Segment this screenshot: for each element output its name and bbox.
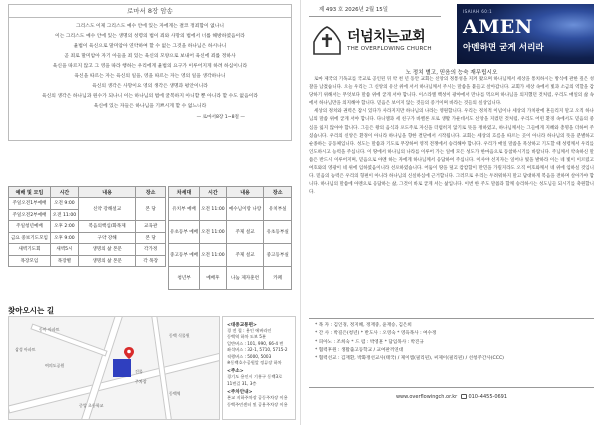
- verse-line: 육신의 생각은 사망이요 영의 생각은 생명과 평안이니라: [92, 84, 208, 89]
- church-logo-icon: [311, 24, 343, 56]
- sermon-paragraph: 로마 제국의 기독교를 국교로 공인된 뒤 약 천 년 동안 교회는 신앙의 정통성을 지켜 왔으며 하나님께서 세상을 통치하시는 방식에 관한 깊은 성찰을 남겼습니다. 오늘 우리는 그 신앙의 유산 위에 서서 하나님께서 주시는 말씀을 붙들고 살아갑니다. 교회가 세상 속에서 빛과 소금의 역할을 감당하기 위해서는 무엇보다 말씀 위에 굳게 서야 합니다. 이스라엘 백성이 광야에서 만나를 먹으며 하나님을 의지했던 것처럼, 우리도 매일의 삶 속에서 하나님만을 의지해야 합니다. 믿음은 보이지 않는 것들의 증거이며 바라는 것들의 실상입니다.: [309, 77, 594, 107]
- map-label: 동아 아파트: [39, 327, 60, 332]
- church-location-marker: [113, 359, 131, 377]
- parking-line: 동백주민센터 및 공용주차장 이용: [227, 401, 288, 407]
- next-generation-table: [168, 186, 292, 290]
- staff-line: * 피아노 : 조희숙 * 드 럼 : 박영훈 * 담임목사 : 박진규: [315, 339, 424, 345]
- table-row: [169, 267, 292, 290]
- table-cell: 주제 설교: [226, 221, 264, 244]
- sermon-title: 노 정치 별고, 믿음의 능숙 재무립시오: [405, 70, 498, 76]
- address-line: 경기도 용인시 기흥구 동백3로: [227, 374, 283, 380]
- table-cell: 목장별: [50, 255, 78, 267]
- theme-banner: [457, 4, 594, 64]
- phone-number: 010-4455-0691: [468, 394, 508, 400]
- staff-list: [309, 318, 594, 388]
- church-name: 더넘치는교회: [347, 29, 426, 45]
- verse-line: 육신의 생각은 하나님과 원수가 되나니 이는 하나님의 법에 굴복하지 아니할 뿐 아니라 할 수도 없음이라: [42, 94, 258, 99]
- table-cell: 중고등부실: [264, 244, 292, 267]
- table-cell: 오전 11:00: [50, 209, 78, 221]
- table-cell: 복음의핵심/화목제: [78, 221, 135, 233]
- map-label: 동백 식물원: [169, 333, 190, 338]
- phone-icon: [461, 394, 467, 399]
- transit-line: 일반버스 : 101, 990, 66-4 번: [227, 340, 284, 346]
- table-cell: 오후 2:00: [50, 221, 78, 233]
- table-cell: 주제 설교: [226, 244, 264, 267]
- banner-slogan: 아멘하면 굳게 서리라: [463, 43, 544, 53]
- verse-line: 육신을 따르지 않고 그 영을 따라 행하는 우리에게 율법의 요구가 이루어지게 하려 하심이니라: [52, 64, 248, 69]
- column-header: 내용: [78, 187, 135, 198]
- address-line: 11번길 31, 3층: [227, 380, 257, 386]
- location-map[interactable]: [8, 316, 220, 420]
- table-cell: 중고등부 예배: [169, 244, 200, 267]
- column-header: 내용: [226, 187, 264, 198]
- location-pin-icon: [124, 347, 134, 359]
- footer: [309, 394, 594, 400]
- verse-line: 육신에 있는 자들은 하나님을 기쁘시게 할 수 없느니라: [93, 104, 207, 109]
- table-cell: 각 목장: [136, 255, 166, 267]
- address-heading: <주소>: [227, 369, 244, 375]
- parking-heading: <주차안내>: [227, 390, 253, 396]
- staff-line: * 협력선교 : 김재환, 박화정선교사(태국) / 제이엠(필리핀), 씨제이(필리핀) / 선청주간사(CCC): [315, 356, 504, 362]
- verse-box: [8, 4, 292, 141]
- table-cell: 오전 9:00: [50, 198, 78, 210]
- table-cell: 각가정: [136, 244, 166, 256]
- staff-line: * 목 자 : 김인경, 정지혜, 정재중, 윤재승, 김은희: [315, 323, 412, 328]
- sermon-paragraph: 세상의 정치와 권력은 잠시 있다가 사라지지만 하나님의 나라는 영원합니다. 우리는 정치적 이념이나 세상의 가치관에 흔들리지 말고 오직 하나님의 말씀 위에 굳게 서야 합니다. 다니엘과 세 친구가 바벨론 포로 생활 가운데서도 신앙을 지켰던 것처럼, 우리도 어떤 환경 속에서도 믿음의 중심을 잃지 않아야 합니다. 그들은 왕의 음식과 포도주로 자신을 더럽히지 않기로 뜻을 정하였고, 하나님께서는 그들에게 지혜와 총명을 더하여 주셨습니다. 우리의 신앙은 환경이 아니라 하나님을 향한 결단에서 시작됩니다. 교회는 세상의 흐름을 따르는 곳이 아니라 하나님의 뜻을 분별하고 순종하는 공동체입니다. 성도는 말씀과 기도로 무장하여 영적 전쟁에서 승리해야 합니다. 우리가 매일 말씀을 묵상하고 기도할 때 성령께서 우리를 인도하시고 능력을 주십니다. 이 땅에서 하나님의 나라를 이루어 가는 일에 모든 성도가 한마음으로 동참하시기를 바랍니다. 주님께서 약속하신 말씀은 반드시 이루어지며, 믿음으로 아멘 하는 자에게 하나님께서 응답하여 주십니다. 이사야 선지자는 일어나 빛을 발하라 이는 네 빛이 이르렀고 여호와의 영광이 네 위에 임하였음이니라 선포하였습니다. 어둠이 땅을 덮고 캄캄함이 만민을 가릴지라도 오직 여호와께서 네 위에 임하실 것입니다. 믿음의 능력은 우리의 형편이 아니라 하나님의 신실하심에 근거합니다. 그러므로 우리는 두려워하지 말고 담대하게 복음을 전하며 살아가야 합니다. 하나님의 말씀에 아멘으로 응답하는 삶, 그것이 바로 굳게 서는 삶입니다. 이번 한 주도 말씀과 함께 승리하시는 성도님들 되시기를 축원합니다.: [309, 109, 594, 196]
- verse-line: 곧 죄로 말미암아 자기 아들을 죄 있는 육신의 모양으로 보내어 육신에 죄를 정하사: [64, 54, 236, 59]
- table-cell: 예배후: [200, 267, 227, 290]
- table-cell: 신약 강해설교: [78, 198, 135, 221]
- table-cell: 유치부 예배: [169, 198, 200, 221]
- table-cell: 오전 11:00: [200, 244, 227, 267]
- column-header: 시간: [200, 187, 227, 198]
- table-cell: 목장모임: [9, 255, 51, 267]
- map-label: 여의도공원: [45, 363, 65, 368]
- table-cell: 본 당: [136, 198, 166, 221]
- table-cell: 예수님이랑 나랑: [226, 198, 264, 221]
- map-label: 주차장: [135, 379, 147, 384]
- verse-line: 육신을 따르는 자는 육신의 일을, 영을 따르는 자는 영의 일을 생각하나니: [74, 74, 226, 79]
- verse-lines: [15, 22, 285, 120]
- verse-title: 로마서 8장 암송: [9, 5, 291, 18]
- transit-line: 동백역 하차 도보 5분: [227, 334, 267, 340]
- transit-line: 좌석버스 : 32-1, 5710, 5715-2: [227, 347, 288, 353]
- table-row: [9, 232, 166, 244]
- right-page: [301, 0, 600, 425]
- table-cell: 오전 11:00: [200, 198, 227, 221]
- table-cell: 유초등부실: [264, 221, 292, 244]
- table-cell: 주일청년예배: [9, 221, 51, 233]
- directions-info: [222, 316, 296, 420]
- table-cell: 새벽5시: [50, 244, 78, 256]
- table-cell: 구약 강해: [78, 232, 135, 244]
- website-link[interactable]: www.overflowingch.or.kr: [395, 394, 458, 400]
- table-header-row: [169, 187, 292, 198]
- directions-title: 찾아오시는 길: [8, 306, 55, 315]
- column-header: 시간: [50, 187, 78, 198]
- banner-reference: ISAIAH 60:1: [463, 9, 493, 14]
- table-cell: 교육관: [136, 221, 166, 233]
- parking-line: 본교 지하주차장 공동주차장 이용: [227, 395, 288, 401]
- table-header-row: [9, 187, 166, 198]
- table-cell: 새벽기도회: [9, 244, 51, 256]
- table-cell: 나눔 제자훈련: [226, 267, 264, 290]
- column-header: 차세대: [169, 187, 200, 198]
- verse-reference: — 로마서8장 1~8절 —: [196, 115, 245, 120]
- map-label: 삼성 아파트: [15, 347, 36, 352]
- transit-heading: <대중교통편>: [227, 323, 257, 328]
- staff-line: * 협력후원 : 생활출고등학교 / 교여판끼연대: [315, 347, 404, 353]
- column-header: 장소: [264, 187, 292, 198]
- verse-line: 이는 그리스도 예수 안에 있는 생명의 성령의 법이 죄와 사망의 법에서 너를 해방하였음이라: [55, 34, 245, 39]
- table-cell: 카페: [264, 267, 292, 290]
- table-row: [169, 244, 292, 267]
- transit-line: 직행버스 : 5000, 5003: [227, 353, 272, 359]
- table-cell: 주일오전2부예배: [9, 209, 51, 221]
- staff-line: * 간 사 : 박길은(청년) * 반도사 : 오영숙 * 영육목사 : 여수정: [315, 331, 437, 337]
- table-row: [169, 221, 292, 244]
- column-header: 장소: [136, 187, 166, 198]
- map-label: 중앙 초등학교: [79, 403, 104, 408]
- column-header: 예배 및 모임: [9, 187, 51, 198]
- table-cell: 오전 11:00: [200, 221, 227, 244]
- table-cell: 유초등부 예배: [169, 221, 200, 244]
- verse-line: 그리스도 이제 그리스도 예수 안에 있는 자에게는 결코 정죄함이 없나니: [75, 24, 225, 29]
- table-row: [9, 198, 166, 210]
- table-cell: 유치부실: [264, 198, 292, 221]
- table-cell: 주일오전1부예배: [9, 198, 51, 210]
- table-cell: 오후 9:00: [50, 232, 78, 244]
- verse-line: 율법이 육신으로 말미암아 연약하여 할 수 없는 그것을 하나님은 하시나니: [73, 44, 227, 49]
- table-row: [9, 244, 166, 256]
- church-english-name: THE OVERFLOWING CHURCH: [347, 46, 432, 52]
- table-cell: 본 당: [136, 232, 166, 244]
- table-cell: 생명의 삶 본문: [78, 255, 135, 267]
- worship-schedule-table: [8, 186, 166, 267]
- map-label: 동백역: [169, 391, 181, 396]
- transit-line: ※동백호수공원앞 정류장 하차: [227, 360, 282, 366]
- table-cell: 금요 중보기도모임: [9, 232, 51, 244]
- map-label: 건물: [135, 369, 143, 374]
- table-row: [9, 255, 166, 267]
- table-row: [9, 221, 166, 233]
- table-cell: 청년부: [169, 267, 200, 290]
- table-row: [169, 198, 292, 221]
- issue-info: 제 493 호 2026년 2월 15일: [309, 4, 441, 17]
- banner-amen: AMEN: [463, 16, 533, 38]
- table-cell: 생명의 삶 본문: [78, 244, 135, 256]
- transit-line: 경 전 철 : 용인 에버라인: [227, 328, 272, 333]
- sermon-body: [309, 76, 594, 309]
